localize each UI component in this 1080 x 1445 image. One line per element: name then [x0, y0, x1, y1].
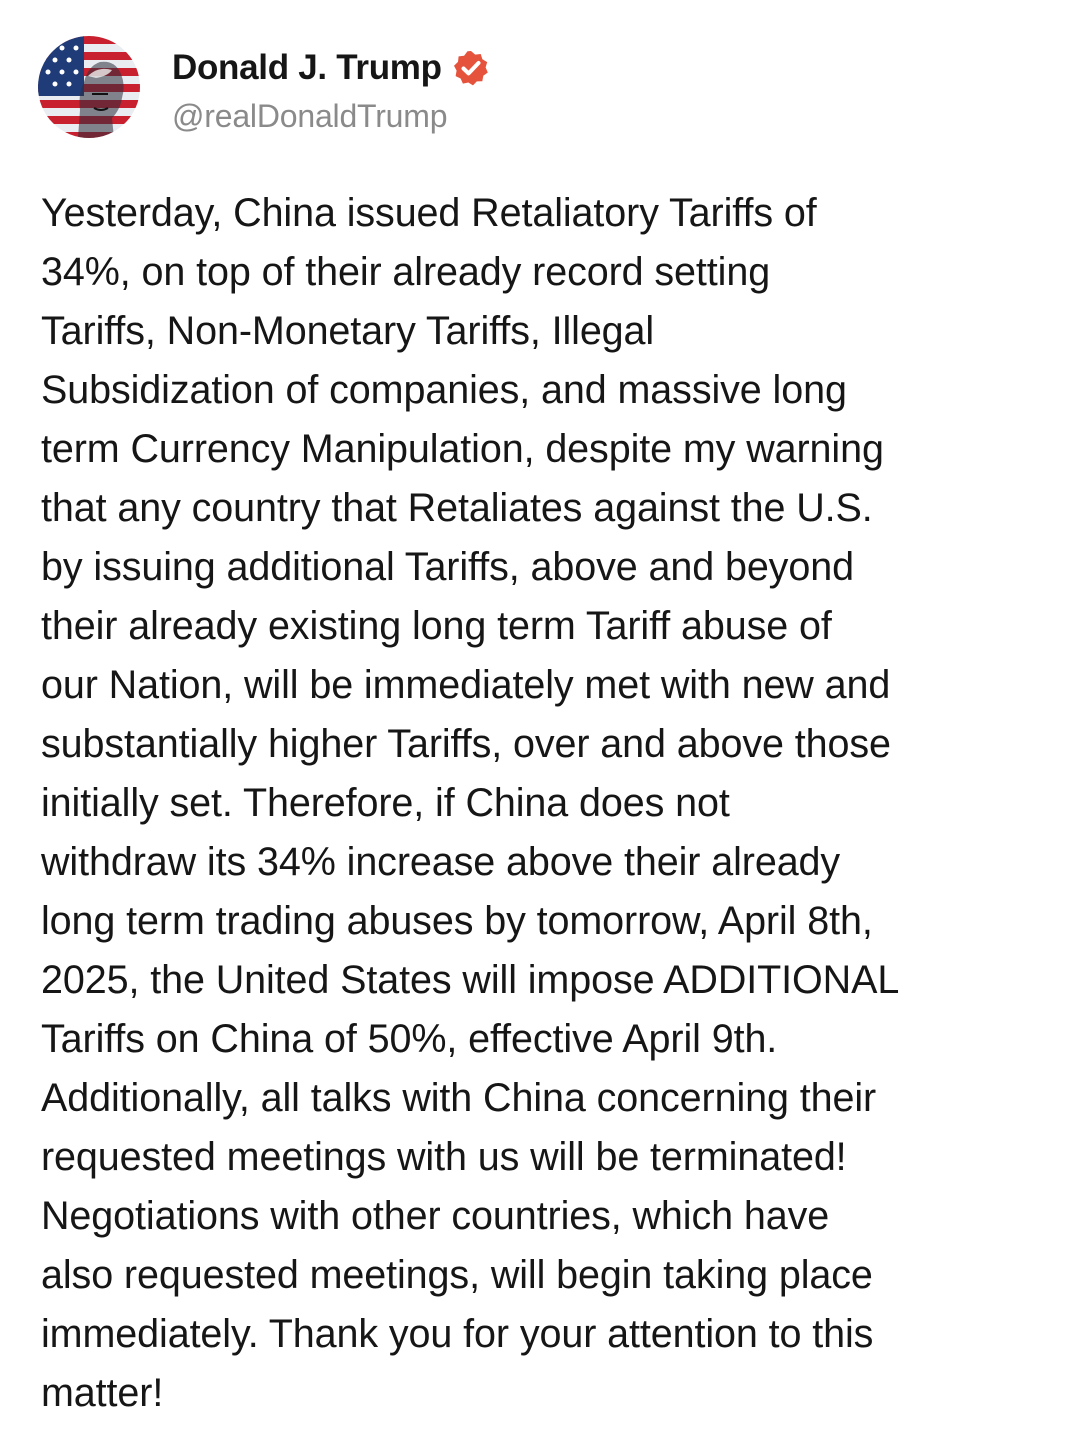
verified-badge-icon	[452, 49, 490, 87]
avatar[interactable]	[38, 36, 140, 138]
author-handle[interactable]: @realDonaldTrump	[172, 98, 448, 134]
post-header	[38, 36, 490, 138]
display-name[interactable]: Donald J. Trump	[172, 48, 442, 87]
name-row	[172, 46, 490, 90]
post-body-text: Yesterday, China issued Retaliatory Tariffs of 34%, on top of their already record setting Tariffs, Non-Monetary Tariffs, Illegal Subsidization of companies, and massive long term Currency Manipulation, despite my warning that any country that Retaliates against the U.S. by issuing additional Tariffs, above and beyond their already existing long term Tariff abuse of our Nation, will be immediately met with new and substantially higher Tariffs, over and above those initially set. Therefore, if China does not withdraw its 34% increase above their already long term trading abuses by tomorrow, April 8th, 2025, the United States will impose ADDITIONAL Tariffs on China of 50%, effective April 9th. Additionally, all talks with China concerning their requested meetings with us will be terminated! Negotiations with other countries, which have also requested meetings, will begin taking place immediately. Thank you for your attention to this matter!	[41, 191, 900, 1415]
author-info	[172, 46, 490, 135]
